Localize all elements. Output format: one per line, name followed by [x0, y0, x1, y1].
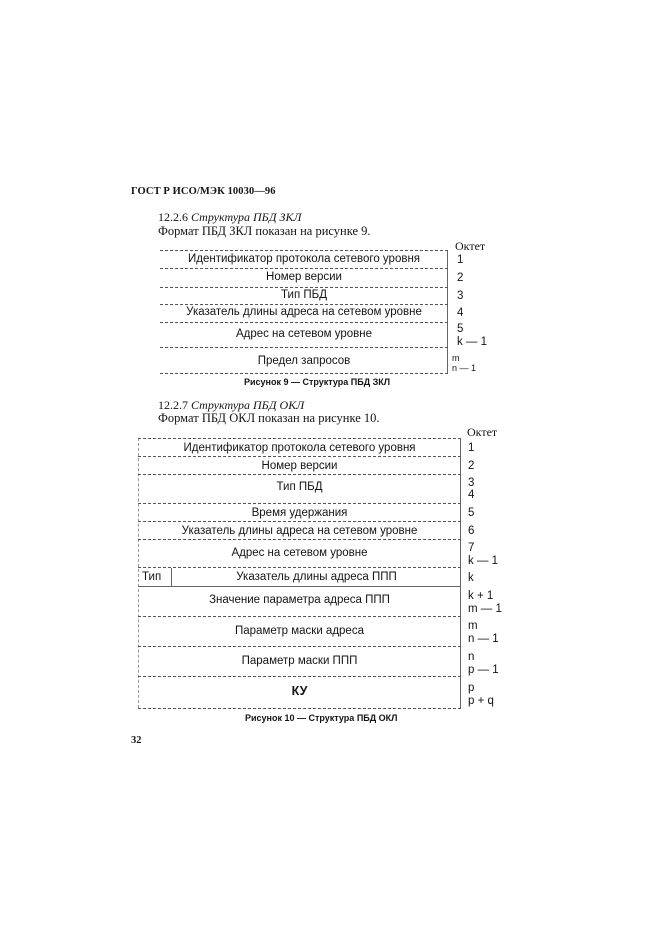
octet-label: n — 1	[452, 363, 477, 373]
table-row: Значение параметра адреса ППП	[209, 594, 390, 606]
table-row: Тип ПБД	[281, 289, 327, 301]
figure-9-caption: Рисунок 9 — Структура ПБД ЗКЛ	[244, 377, 391, 387]
type-label: Тип	[142, 571, 162, 583]
document-header: ГОСТ Р ИСО/МЭК 10030—96	[131, 186, 276, 197]
figure-9-table	[160, 250, 448, 373]
octet-label: k — 1	[468, 555, 499, 567]
octet-label: 1	[468, 442, 475, 454]
octet-label: k	[468, 572, 474, 584]
table-row: Параметр маски ППП	[241, 655, 358, 667]
table-row: Указатель длины адреса на сетевом уровне	[181, 525, 418, 537]
table-row: Указатель длины адреса ППП	[236, 571, 397, 583]
octet-label: 2	[468, 460, 475, 472]
table-row: Тип ПБД	[276, 481, 323, 493]
table-row: Номер версии	[261, 460, 338, 472]
octet-column-header: Октет	[455, 239, 486, 253]
section-intro: Формат ПБД ОКЛ показан на рисунке 10.	[158, 411, 380, 425]
octet-label: p	[468, 682, 475, 694]
table-row: Время удержания	[251, 507, 348, 519]
octet-label: 6	[468, 525, 475, 537]
octet-label: 2	[457, 272, 464, 284]
octet-label: n	[468, 651, 475, 663]
table-row: Предел запросов	[257, 355, 351, 367]
table-row: Адрес на сетевом уровне	[235, 328, 373, 340]
octet-label: m	[452, 353, 460, 363]
section-title: Структура ПБД ОКЛ	[191, 398, 305, 412]
octet-label: n — 1	[468, 633, 499, 645]
figure-10-table	[138, 438, 461, 708]
octet-label: 5	[457, 323, 464, 335]
octet-label: k — 1	[457, 336, 488, 348]
octet-label: m — 1	[468, 603, 502, 615]
octet-column-header: Октет	[467, 425, 498, 439]
table-row: Идентификатор протокола сетевого уровня	[183, 442, 416, 454]
page-number: 32	[131, 735, 142, 746]
octet-label: 3	[468, 477, 475, 489]
section-number: 12.2.7	[158, 398, 188, 412]
octet-label: p — 1	[468, 664, 499, 676]
section-heading-9	[158, 210, 302, 225]
octet-label: m	[468, 620, 478, 632]
table-row: Указатель длины адреса на сетевом уровне	[186, 306, 422, 318]
octet-label: 4	[457, 307, 464, 319]
octet-label: 5	[468, 507, 475, 519]
octet-label: 4	[468, 489, 475, 501]
table-row: КУ	[291, 684, 308, 698]
section-number: 12.2.6	[158, 210, 188, 224]
table-row: Адрес на сетевом уровне	[231, 547, 368, 559]
section-intro: Формат ПБД ЗКЛ показан на рисунке 9.	[158, 224, 371, 238]
octet-label: 1	[457, 254, 464, 266]
octet-label: 3	[457, 290, 464, 302]
table-row: Идентификатор протокола сетевого уровня	[187, 253, 421, 265]
section-title: Структура ПБД ЗКЛ	[191, 210, 302, 224]
octet-label: 7	[468, 542, 475, 554]
table-row: Номер версии	[266, 271, 342, 283]
octet-label: p + q	[468, 695, 494, 707]
table-row: Параметр маски адреса	[235, 625, 364, 637]
figure-10-caption: Рисунок 10 — Структура ПБД ОКЛ	[245, 713, 398, 723]
octet-label: k + 1	[468, 590, 494, 602]
